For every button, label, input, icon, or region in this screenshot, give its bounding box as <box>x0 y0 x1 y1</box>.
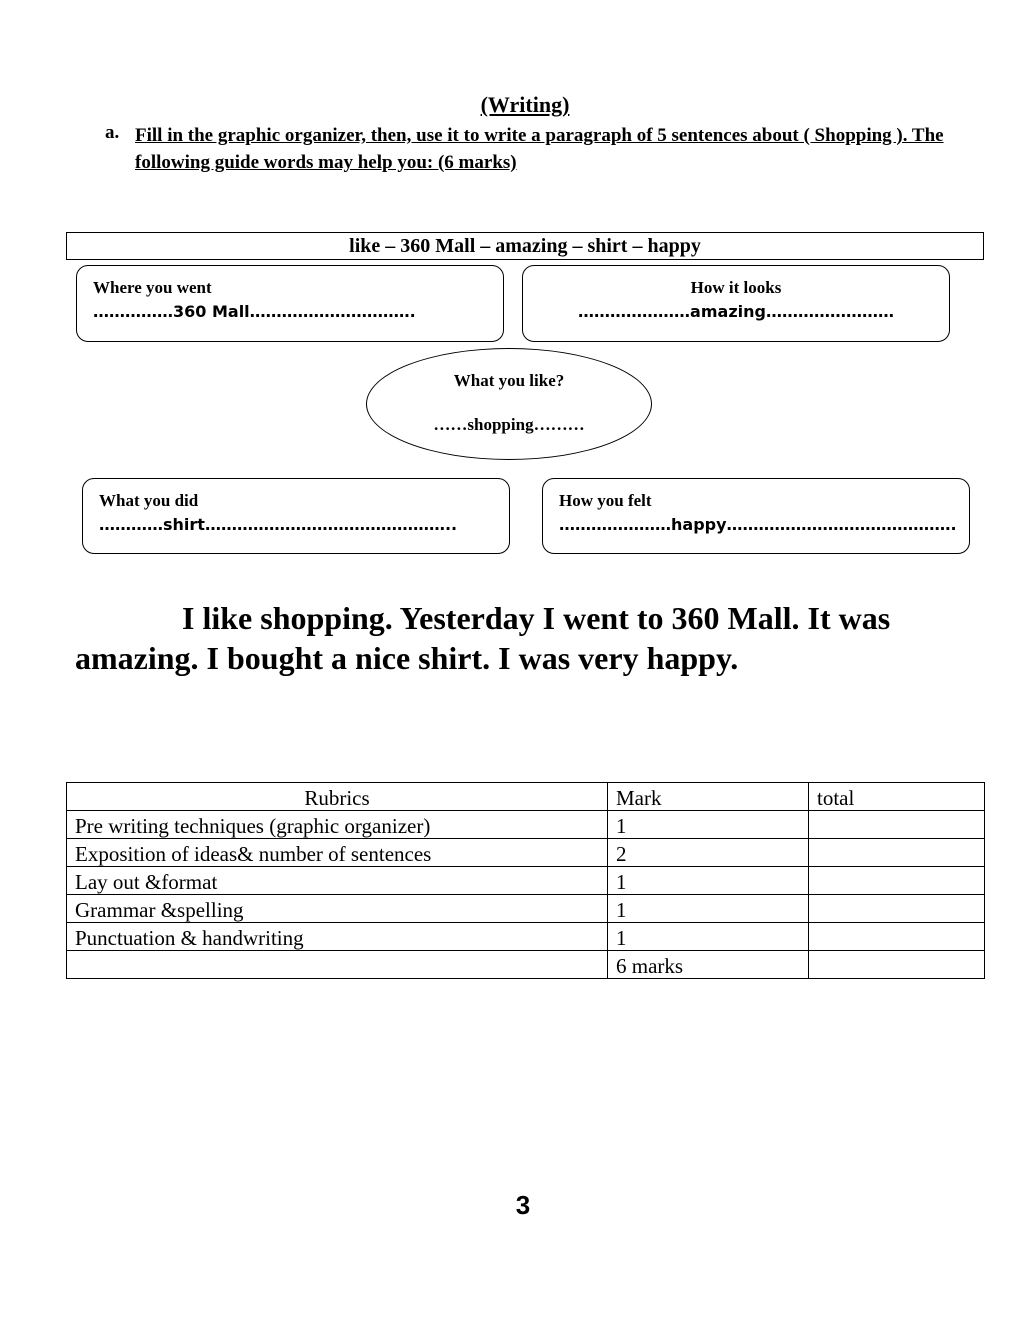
instruction-marker: a. <box>105 122 120 143</box>
organizer-felt-box <box>542 478 970 554</box>
table-row <box>67 839 985 867</box>
guide-words-box: like – 360 Mall – amazing – shirt – happy <box>66 232 984 260</box>
felt-label: How you felt <box>559 491 652 510</box>
total-cell <box>809 923 985 951</box>
rubric-cell: Lay out &format <box>67 867 608 895</box>
total-cell <box>809 951 985 979</box>
mark-cell: 1 <box>608 811 809 839</box>
page-number: 3 <box>515 1190 531 1220</box>
where-answer: ……………360 Mall…………………………. <box>93 302 416 321</box>
organizer-where-box <box>76 265 504 342</box>
looks-answer: …………………amazing…………………… <box>578 302 894 321</box>
mark-cell: 1 <box>608 923 809 951</box>
mark-header: Mark <box>608 783 809 811</box>
total-header: total <box>809 783 985 811</box>
rubric-cell: Punctuation & handwriting <box>67 923 608 951</box>
table-row <box>67 923 985 951</box>
total-cell <box>809 867 985 895</box>
table-row <box>67 895 985 923</box>
organizer-looks-box <box>522 265 950 342</box>
did-answer: …………shirt……………………………………….. <box>99 515 458 534</box>
rubrics-header: Rubrics <box>67 783 608 811</box>
rubric-cell <box>67 951 608 979</box>
felt-answer: …………………happy……………………………………. <box>559 515 957 534</box>
mark-cell: 6 marks <box>608 951 809 979</box>
instruction-text: Fill in the graphic organizer, then, use it to write a paragraph of 5 sentences about ( Shopping ). The following guide words may help you: (6 marks) <box>135 125 944 173</box>
rubric-cell: Pre writing techniques (graphic organizer) <box>67 811 608 839</box>
rubric-header-row <box>67 783 985 811</box>
like-label: What you like? <box>453 371 565 390</box>
rubric-cell: Grammar &spelling <box>67 895 608 923</box>
where-label: Where you went <box>93 278 212 297</box>
section-title: (Writing) <box>480 92 570 117</box>
organizer-like-ellipse <box>366 348 652 460</box>
total-cell <box>809 895 985 923</box>
rubric-table <box>66 782 985 979</box>
table-row <box>67 867 985 895</box>
organizer-did-box <box>82 478 510 554</box>
table-row <box>67 811 985 839</box>
looks-label: How it looks <box>690 278 782 297</box>
table-row <box>67 951 985 979</box>
did-label: What you did <box>99 491 199 510</box>
total-cell <box>809 811 985 839</box>
like-answer: ……shopping……… <box>433 415 585 434</box>
mark-cell: 1 <box>608 867 809 895</box>
rubric-cell: Exposition of ideas& number of sentences <box>67 839 608 867</box>
written-paragraph: I like shopping. Yesterday I went to 360 Mall. It was amazing. I bought a nice shirt. I was very happy. <box>75 600 891 676</box>
total-cell <box>809 839 985 867</box>
mark-cell: 2 <box>608 839 809 867</box>
mark-cell: 1 <box>608 895 809 923</box>
